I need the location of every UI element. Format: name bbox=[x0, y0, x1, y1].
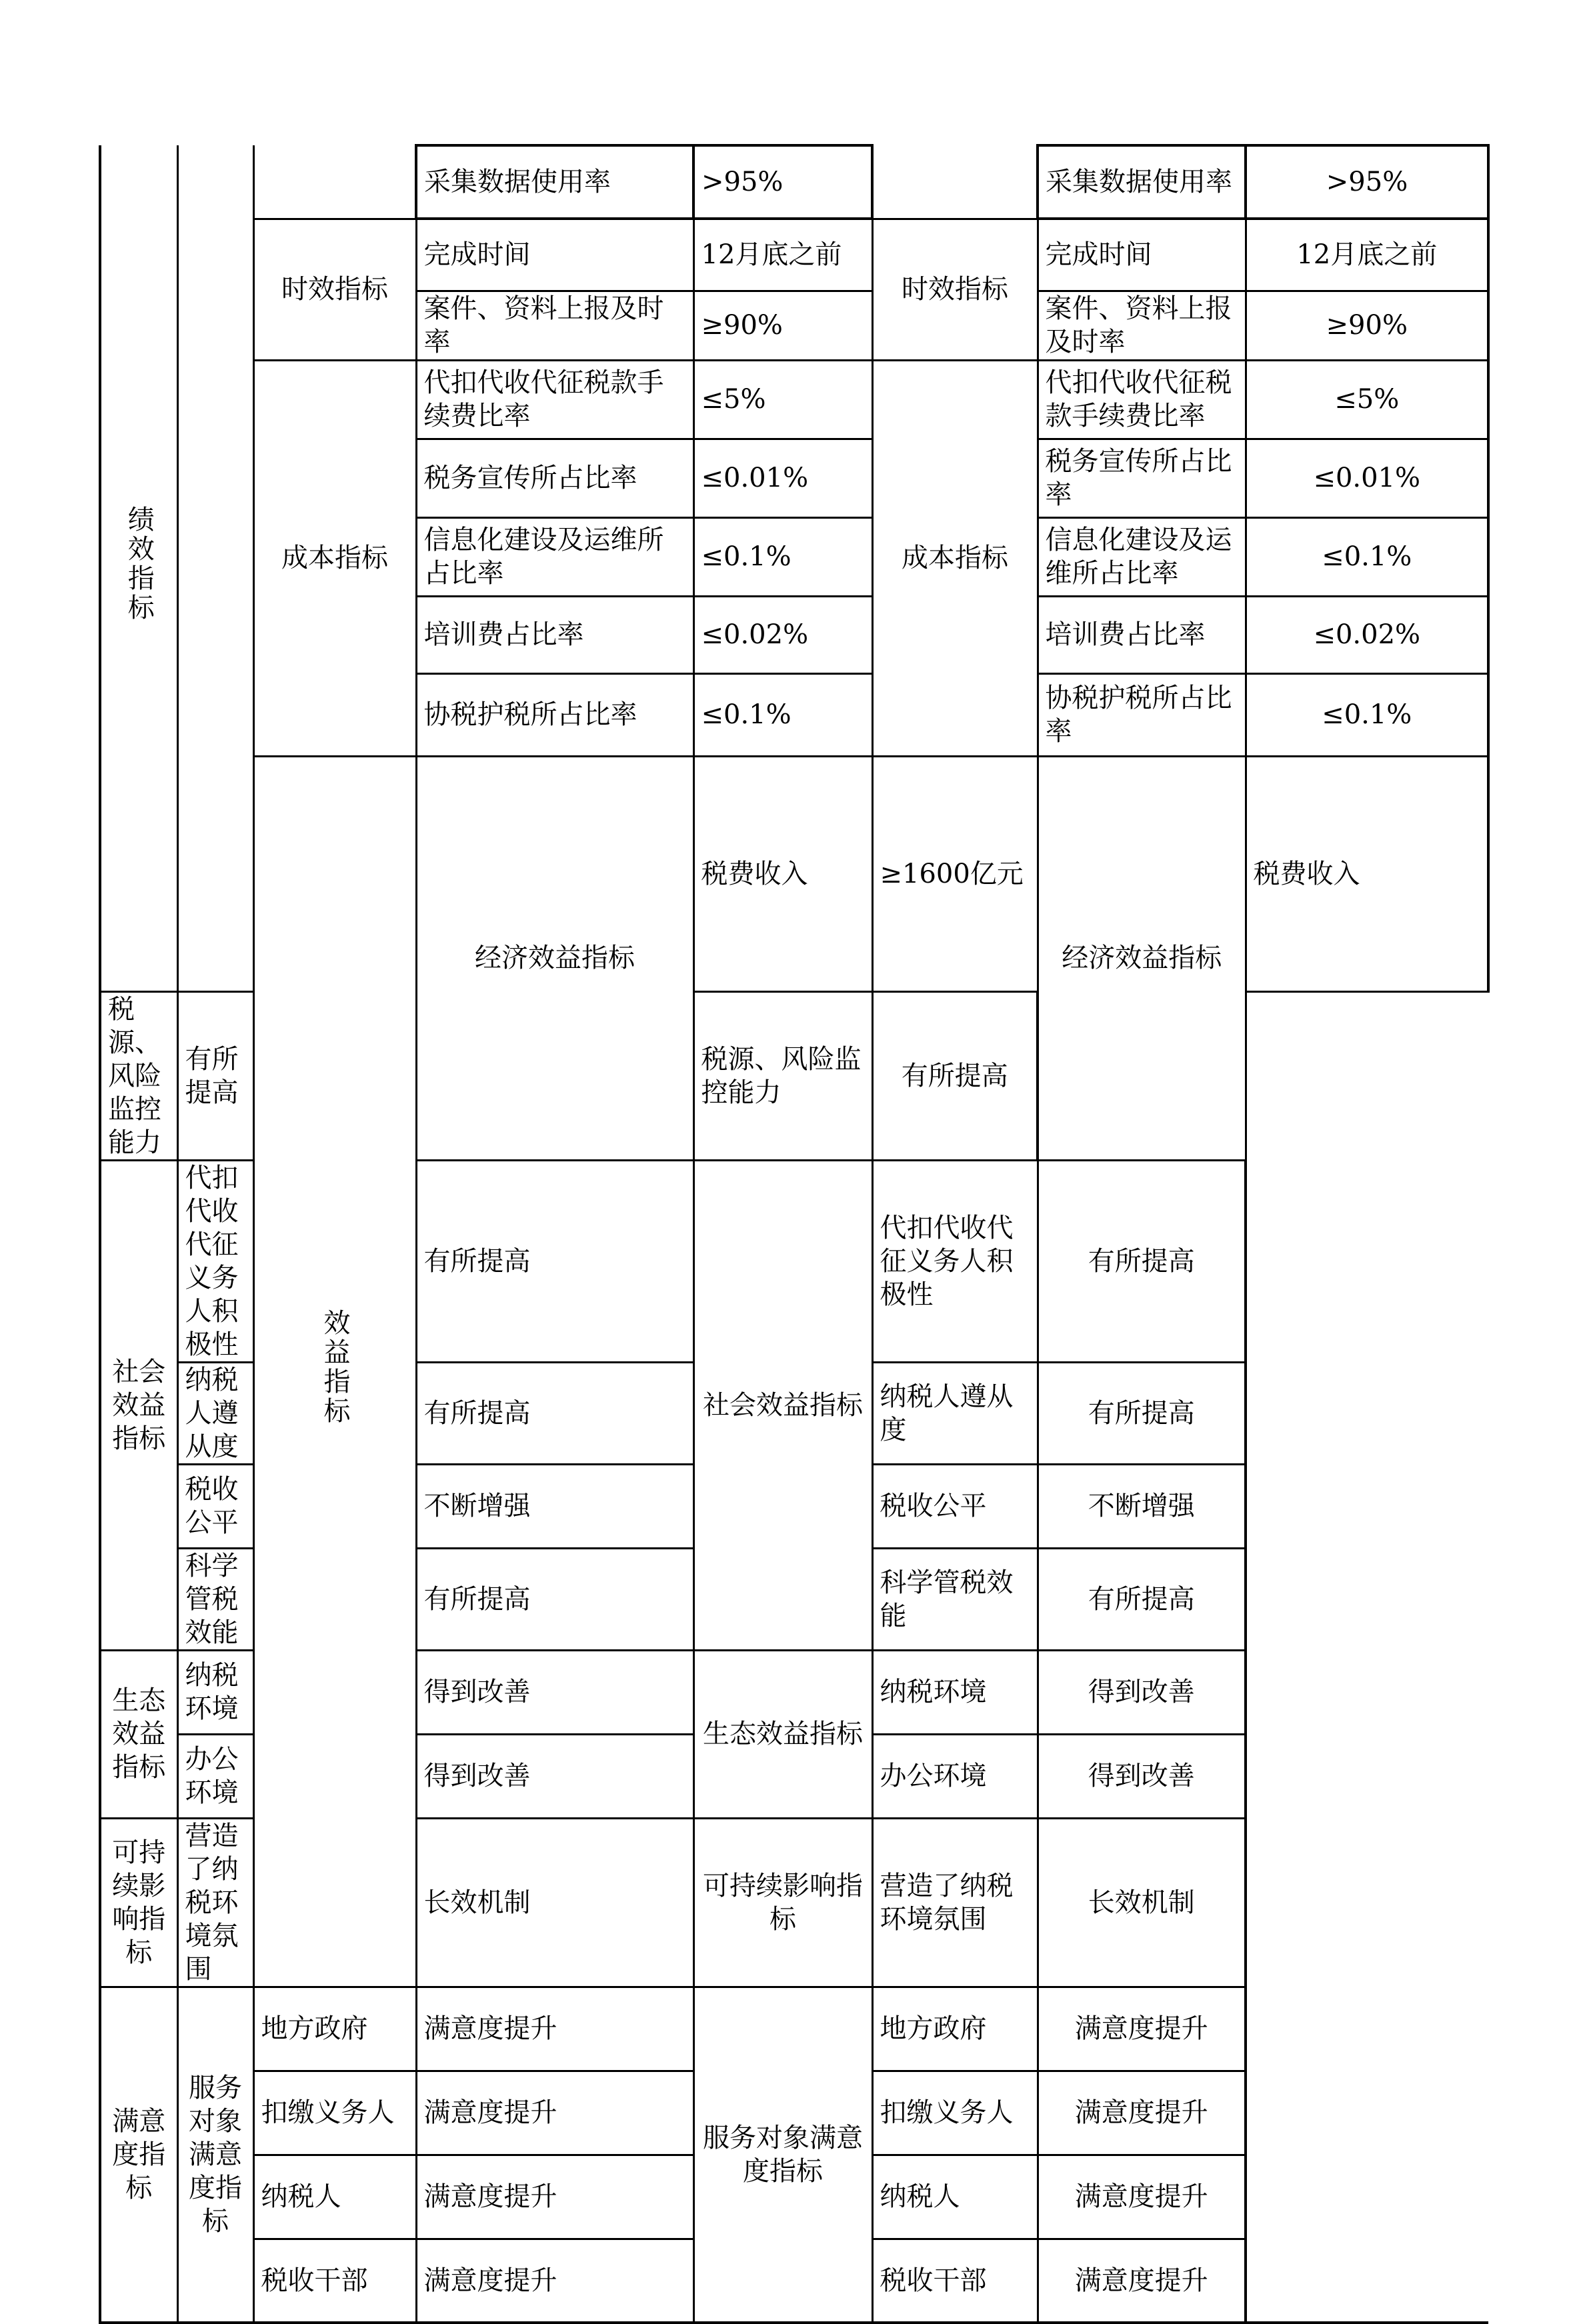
value-cell-right: 12月底之前 bbox=[1246, 219, 1488, 291]
value-cell-right: 满意度提升 bbox=[1038, 2239, 1246, 2323]
value-cell-right: ≤0.01% bbox=[1246, 439, 1488, 517]
group-sustain: 可持续影响指标 bbox=[100, 1818, 177, 1987]
group-social: 社会效益指标 bbox=[100, 1160, 177, 1650]
indicator-cell-right: 纳税人遵从度 bbox=[872, 1362, 1038, 1464]
value-cell: 满意度提升 bbox=[416, 2155, 693, 2239]
indicator-cell: 完成时间 bbox=[416, 219, 693, 291]
group-cost-right: 成本指标 bbox=[872, 360, 1038, 756]
indicator-cell-right: 案件、资料上报及时率 bbox=[1038, 291, 1246, 360]
indicator-cell: 税源、风险监控能力 bbox=[100, 991, 177, 1160]
indicator-cell-right: 采集数据使用率 bbox=[1038, 145, 1246, 219]
indicator-cell-right: 营造了纳税环境氛围 bbox=[872, 1818, 1038, 1987]
indicator-cell-right: 税源、风险监控能力 bbox=[693, 991, 872, 1160]
value-cell: ≥90% bbox=[693, 291, 872, 360]
value-cell: ≤0.01% bbox=[693, 439, 872, 517]
indicator-cell-right: 纳税环境 bbox=[872, 1650, 1038, 1734]
value-cell: 有所提高 bbox=[416, 1548, 693, 1650]
indicator-cell-right: 纳税人 bbox=[872, 2155, 1038, 2239]
value-cell-right: 不断增强 bbox=[1038, 1464, 1246, 1548]
level2-output-cell bbox=[177, 145, 253, 991]
level2-benefit-label: 效益指标 bbox=[319, 1309, 350, 1426]
table-row bbox=[100, 1987, 1488, 2071]
indicator-cell-right: 培训费占比率 bbox=[1038, 596, 1246, 673]
value-cell-right: 有所提高 bbox=[1038, 1548, 1246, 1650]
value-cell: 有所提高 bbox=[177, 991, 253, 1160]
value-cell: 满意度提升 bbox=[416, 2071, 693, 2155]
group-economic: 经济效益指标 bbox=[416, 756, 693, 1160]
level3-blank-cell bbox=[253, 145, 416, 219]
indicator-cell: 税务宣传所占比率 bbox=[416, 439, 693, 517]
value-cell: 得到改善 bbox=[416, 1650, 693, 1734]
value-cell: 得到改善 bbox=[416, 1734, 693, 1818]
group-timeliness-right: 时效指标 bbox=[872, 219, 1038, 360]
value-cell-right: >95% bbox=[1246, 145, 1488, 219]
indicator-cell: 纳税环境 bbox=[177, 1650, 253, 1734]
indicator-cell-right: 代扣代收代征义务人积极性 bbox=[872, 1160, 1038, 1362]
value-cell-right: 有所提高 bbox=[872, 991, 1038, 1160]
table-row bbox=[100, 145, 1488, 219]
performance-indicator-table bbox=[99, 144, 1490, 2324]
value-cell-right: ≤0.1% bbox=[1246, 517, 1488, 596]
group-sustain-right: 可持续影响指标 bbox=[693, 1818, 872, 1987]
value-cell: 有所提高 bbox=[416, 1160, 693, 1362]
value-cell-right: ≤0.02% bbox=[1246, 596, 1488, 673]
indicator-cell-right: 扣缴义务人 bbox=[872, 2071, 1038, 2155]
group-service-right: 服务对象满意度指标 bbox=[693, 1987, 872, 2323]
indicator-cell: 协税护税所占比率 bbox=[416, 673, 693, 756]
indicator-cell-right: 科学管税效能 bbox=[872, 1548, 1038, 1650]
group-social-right: 社会效益指标 bbox=[693, 1160, 872, 1650]
value-cell-right: ≥90% bbox=[1246, 291, 1488, 360]
value-cell-right: 有所提高 bbox=[1038, 1362, 1246, 1464]
value-cell: 有所提高 bbox=[416, 1362, 693, 1464]
value-cell: ≤0.02% bbox=[693, 596, 872, 673]
indicator-cell: 纳税人遵从度 bbox=[177, 1362, 253, 1464]
value-cell: ≥1600亿元 bbox=[872, 756, 1038, 991]
level2-satisfaction-cell: 满意度指标 bbox=[100, 1987, 177, 2323]
table-row bbox=[100, 219, 1488, 291]
indicator-cell: 税收干部 bbox=[253, 2239, 416, 2323]
level2-benefit-cell bbox=[253, 756, 416, 1987]
value-cell-right: 长效机制 bbox=[1038, 1818, 1246, 1987]
group-cost: 成本指标 bbox=[253, 360, 416, 756]
indicator-cell: 税收公平 bbox=[177, 1464, 253, 1548]
indicator-cell-right: 税收公平 bbox=[872, 1464, 1038, 1548]
value-cell-right: 得到改善 bbox=[1038, 1734, 1246, 1818]
indicator-cell: 办公环境 bbox=[177, 1734, 253, 1818]
group-economic-right: 经济效益指标 bbox=[1038, 756, 1246, 1160]
value-cell: 满意度提升 bbox=[416, 1987, 693, 2071]
group-service: 服务对象满意度指标 bbox=[177, 1987, 253, 2323]
value-cell: >95% bbox=[693, 145, 872, 219]
indicator-cell: 税费收入 bbox=[693, 756, 872, 991]
value-cell-right: 满意度提升 bbox=[1038, 2155, 1246, 2239]
group-eco-right: 生态效益指标 bbox=[693, 1650, 872, 1818]
value-cell: 不断增强 bbox=[416, 1464, 693, 1548]
indicator-cell: 营造了纳税环境氛围 bbox=[177, 1818, 253, 1987]
table-row bbox=[100, 756, 1488, 991]
indicator-cell: 地方政府 bbox=[253, 1987, 416, 2071]
value-cell: ≤5% bbox=[693, 360, 872, 439]
indicator-cell: 采集数据使用率 bbox=[416, 145, 693, 219]
value-cell: ≤0.1% bbox=[693, 517, 872, 596]
level3-blank-cell-right bbox=[872, 145, 1038, 219]
value-cell-right: 满意度提升 bbox=[1038, 1987, 1246, 2071]
level1-performance-label: 绩效指标 bbox=[123, 505, 155, 623]
indicator-cell: 扣缴义务人 bbox=[253, 2071, 416, 2155]
indicator-cell-right: 代扣代收代征税款手续费比率 bbox=[1038, 360, 1246, 439]
indicator-cell-right: 完成时间 bbox=[1038, 219, 1246, 291]
level1-performance-cell bbox=[100, 145, 177, 991]
value-cell: ≤0.1% bbox=[693, 673, 872, 756]
group-timeliness: 时效指标 bbox=[253, 219, 416, 360]
indicator-cell-right: 地方政府 bbox=[872, 1987, 1038, 2071]
indicator-cell: 纳税人 bbox=[253, 2155, 416, 2239]
indicator-cell-right: 税费收入 bbox=[1246, 756, 1488, 991]
indicator-cell: 代扣代收代征义务人积极性 bbox=[177, 1160, 253, 1362]
indicator-cell-right: 税务宣传所占比率 bbox=[1038, 439, 1246, 517]
value-cell-right: 有所提高 bbox=[1038, 1160, 1246, 1362]
value-cell-right: 满意度提升 bbox=[1038, 2071, 1246, 2155]
value-cell: 满意度提升 bbox=[416, 2239, 693, 2323]
group-eco: 生态效益指标 bbox=[100, 1650, 177, 1818]
indicator-cell: 代扣代收代征税款手续费比率 bbox=[416, 360, 693, 439]
indicator-cell-right: 信息化建设及运维所占比率 bbox=[1038, 517, 1246, 596]
indicator-cell-right: 办公环境 bbox=[872, 1734, 1038, 1818]
table-row bbox=[100, 360, 1488, 439]
indicator-cell: 案件、资料上报及时率 bbox=[416, 291, 693, 360]
indicator-cell-right: 协税护税所占比率 bbox=[1038, 673, 1246, 756]
value-cell: 长效机制 bbox=[416, 1818, 693, 1987]
value-cell-right: ≤0.1% bbox=[1246, 673, 1488, 756]
indicator-cell: 科学管税效能 bbox=[177, 1548, 253, 1650]
value-cell-right: ≤5% bbox=[1246, 360, 1488, 439]
value-cell-right: 得到改善 bbox=[1038, 1650, 1246, 1734]
indicator-cell-right: 税收干部 bbox=[872, 2239, 1038, 2323]
indicator-cell: 信息化建设及运维所占比率 bbox=[416, 517, 693, 596]
indicator-cell: 培训费占比率 bbox=[416, 596, 693, 673]
value-cell: 12月底之前 bbox=[693, 219, 872, 291]
